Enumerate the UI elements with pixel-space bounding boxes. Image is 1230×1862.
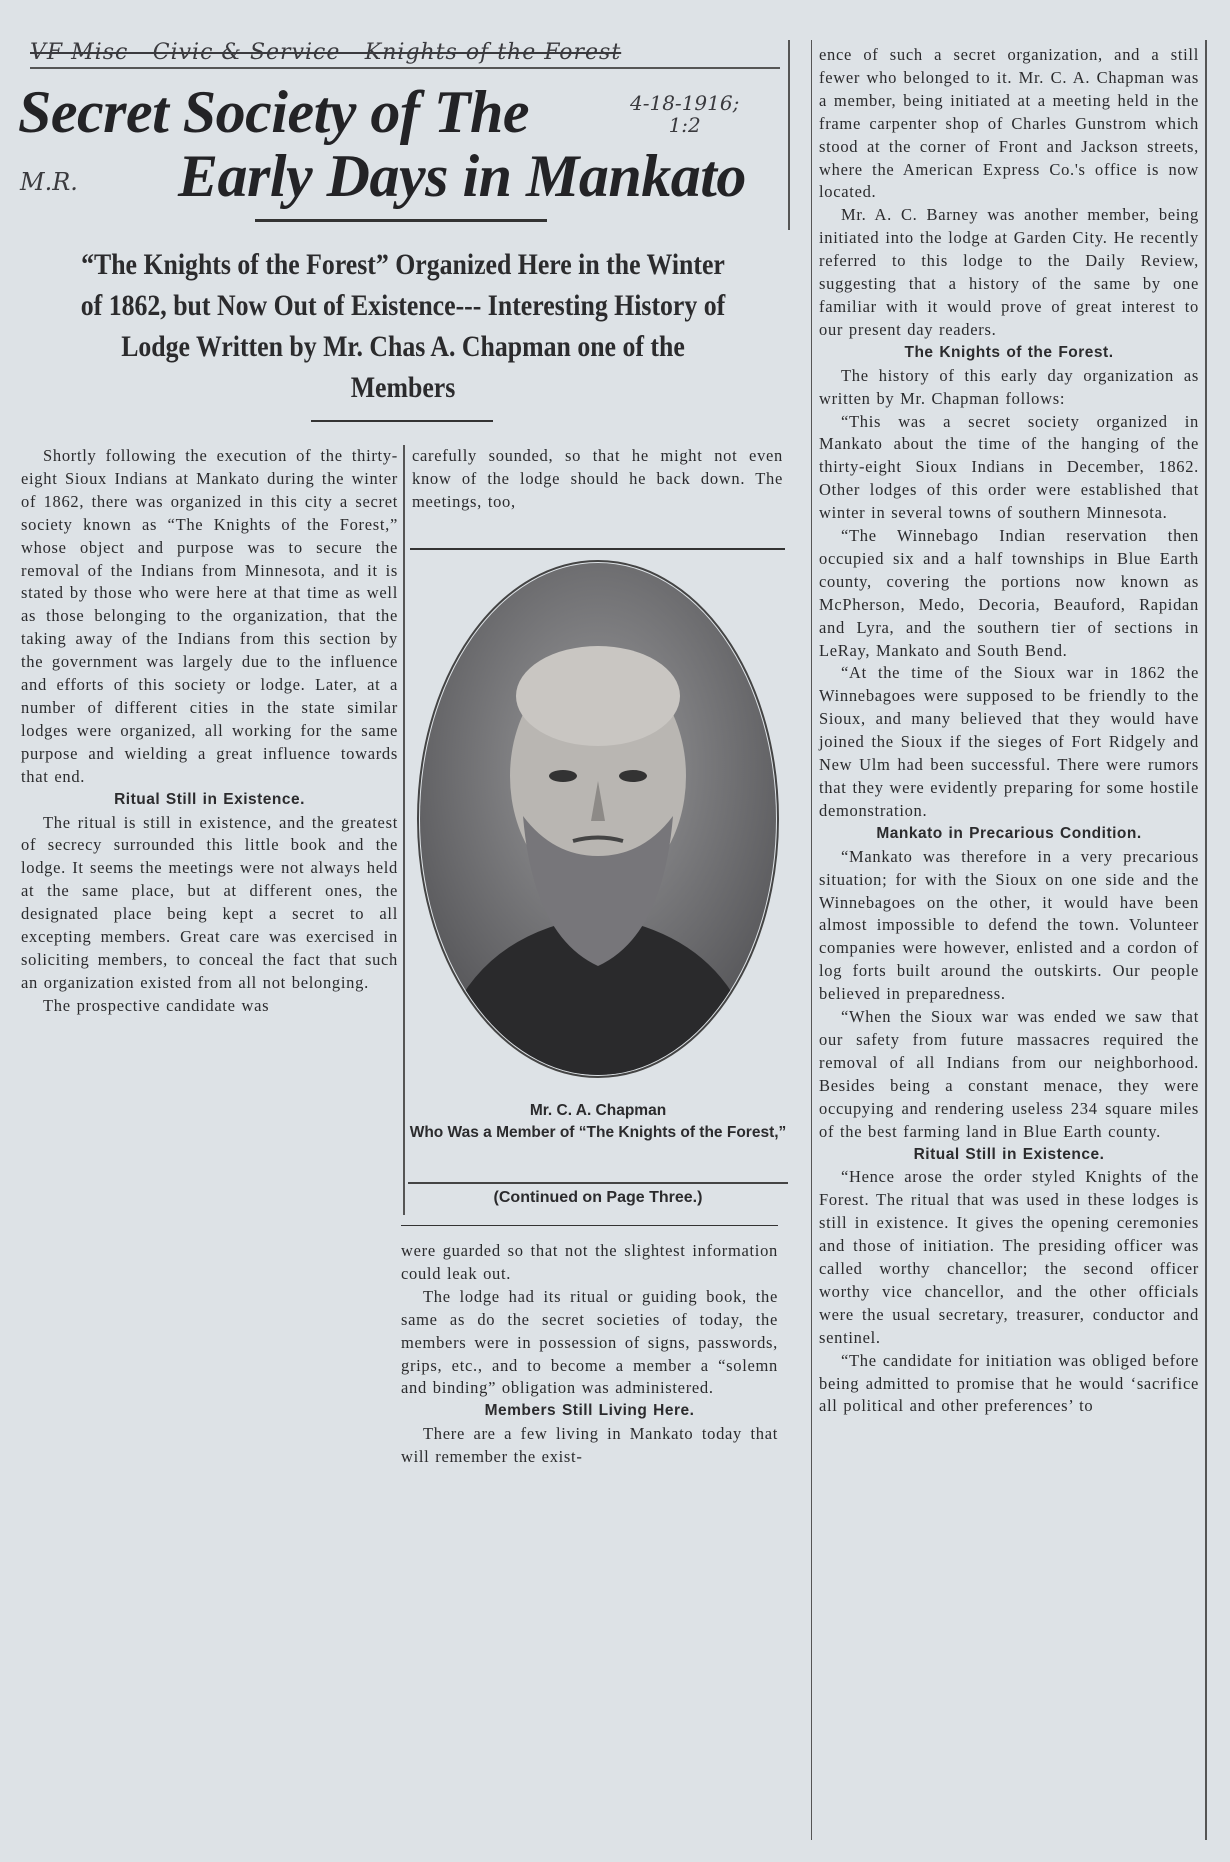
photo-top-rule bbox=[410, 548, 785, 550]
article-column-3 bbox=[819, 44, 1199, 1418]
handwritten-date bbox=[630, 92, 739, 136]
date-text: 4-18-1916; bbox=[630, 91, 740, 115]
paragraph: Shortly following the execution of the thirty-eight Sioux Indians at Mankato during the winter of 1862, there was organized in this city a secret society known as “The Knights of the Forest,” whose object and purpose was to secure the removal of the Indians from Minnesota, and it is stated by those who were here at that time as well as those belonging to the organization, that the taking away of the Indians from this section by the government was largely due to the influence and efforts of this society or lodge. Later, at a number of different cities in the state similar lodges were organized, all working for the same purpose and wielding a great influence towards that end. bbox=[21, 446, 398, 786]
paragraph: carefully sounded, so that he might not even know of the lodge should he back down. The meetings, too, bbox=[412, 446, 783, 511]
section-heading: Ritual Still in Existence. bbox=[114, 790, 305, 808]
paragraph: “Mankato was therefore in a very precarious situation; for with the Sioux on one side and the Winnebagoes on the other, it would have been almost impossible to defend the town. Volunteer companies were however, enlisted and a cordon of log forts built around the outskirts. Our people believed in preparedness. bbox=[819, 846, 1199, 1004]
headline-line-1: Secret Society of The bbox=[18, 79, 530, 145]
paragraph: “Hence arose the order styled Knights of the Forest. The ritual that was used in these lodges is still in existence. It gives the opening ceremonies and those of initiation. The presiding officer was called worthy chancellor; the second officer worthy vice chancellor, and the other officials were the usual secretary, treasurer, conductor and sentinel. bbox=[819, 1167, 1199, 1347]
paragraph: were guarded so that not the slightest information could leak out. bbox=[401, 1241, 778, 1283]
handwritten-catalog-note: VF Misc - Civic & Service - Knights of the Forest bbox=[30, 40, 780, 69]
headline-rule bbox=[255, 219, 547, 222]
article-column-2-continued bbox=[401, 1240, 778, 1469]
paragraph: “The candidate for initiation was obliged before being admitted to promise that he would ‘sacrifice all political and other preferences’ to bbox=[819, 1350, 1199, 1416]
caption-description: Who Was a Member of “The Knights of the Forest,” bbox=[409, 1124, 787, 1141]
article-column-2-top bbox=[412, 445, 783, 514]
paragraph: There are a few living in Mankato today that will remember the exist- bbox=[401, 1424, 778, 1467]
photo-caption bbox=[408, 1100, 788, 1144]
paragraph: The prospective candidate was bbox=[43, 995, 270, 1015]
section-heading: Members Still Living Here. bbox=[484, 1402, 695, 1420]
paragraph: “When the Sioux war was ended we saw that our safety from future massacres required the removal of all Indians from our neighborhood. Besides being a constant menace, they were occupying and rendering useless 234 square miles of the best farming land in Blue Earth county. bbox=[819, 1007, 1199, 1141]
caption-name: Mr. C. A. Chapman bbox=[529, 1102, 667, 1119]
paragraph: “The Winnebago Indian reservation then occupied six and a half townships in Blue Earth county, covering the portions now known as McPherson, Medo, Decoria, Beauford, Rapidan and Lyra, and the southern tier of sections in LeRay, Mankato and South Bend. bbox=[819, 526, 1199, 660]
jump-rule bbox=[401, 1225, 778, 1226]
paragraph: The ritual is still in existence, and the greatest of secrecy surrounded this little book and the lodge. It seems the meetings were not always held at the same place, but at different ones, the designated place being kept a secret to all excepting members. Great care was exercised in soliciting members, to conceal the fact that such an organization existed from all not belonging. bbox=[21, 812, 398, 992]
continued-notice: (Continued on Page Three.) bbox=[408, 1182, 788, 1207]
paragraph: Mr. A. C. Barney was another member, being initiated into the lodge at Garden City. He recently referred to this lodge to the Daily Review, suggesting that a history of the same by one familiar with it would prove of great interest to our present day readers. bbox=[819, 205, 1199, 339]
section-heading: Mankato in Precarious Condition. bbox=[876, 824, 1142, 842]
section-heading: The Knights of the Forest. bbox=[904, 343, 1114, 361]
paragraph: The history of this early day organization as written by Mr. Chapman follows: bbox=[819, 365, 1199, 408]
handwritten-initials: M.R. bbox=[20, 168, 78, 196]
column-divider bbox=[788, 40, 790, 230]
page-column-text: 1:2 bbox=[668, 113, 701, 137]
paragraph: “This was a secret society organized in Mankato about the time of the hanging of the thirty-eight Sioux Indians in December, 1862. Other lodges of this order were established that winter in several towns of southern Minnesota. bbox=[819, 411, 1199, 523]
column-divider bbox=[403, 445, 405, 1215]
paragraph: The lodge had its ritual or guiding book, the same as do the secret societies of today, the members were in possession of signs, passwords, grips, etc., and to become a member a “solemn and binding” obligation was administered. bbox=[401, 1286, 778, 1398]
paragraph: “At the time of the Sioux war in 1862 the Winnebagoes were supposed to be friendly to the Sioux, and many believed that they would have joined the Sioux if the sieges of Fort Ridgely and New Ulm had been successful. There were rumors that they were evidently preparing for some hostile demonstration. bbox=[819, 663, 1199, 820]
paragraph: ence of such a secret organization, and a still fewer who belonged to it. Mr. C. A. Chapman was a member, being initiated at a meeting held in the frame carpenter shop of Charles Gunstrom which stood at the corner of Front and Jackson streets, where the American Express Co.'s office is now located. bbox=[819, 45, 1199, 202]
subhead-rule bbox=[311, 420, 493, 422]
subheadline: “The Knights of the Forest” Organized Here in the Winter of 1862, but Now Out of Existence--- Interesting History of Lodge Written by Mr. Chas A. Chapman one of the Members bbox=[80, 248, 726, 404]
column-divider bbox=[811, 40, 812, 1840]
article-column-1 bbox=[21, 445, 398, 1018]
portrait-photo-chapman bbox=[413, 556, 783, 1082]
headline-line-2: Early Days in Mankato bbox=[178, 143, 746, 209]
section-heading: Ritual Still in Existence. bbox=[913, 1145, 1105, 1163]
column-divider bbox=[1205, 40, 1207, 1840]
